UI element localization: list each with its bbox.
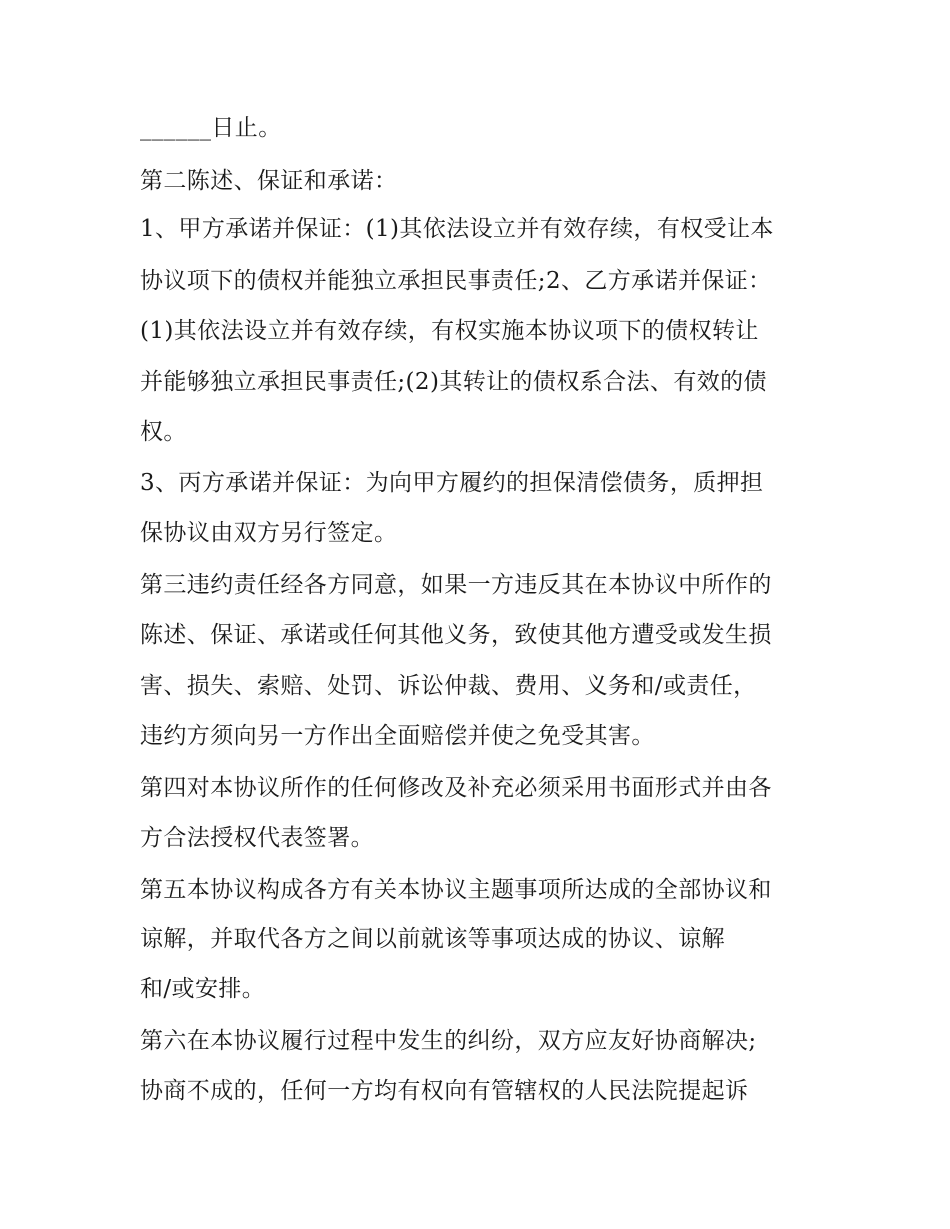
text-line: ______日止。 — [140, 115, 282, 141]
text-line: 协议项下的债权并能独立承担民事责任;2、乙方承诺并保证： — [140, 268, 772, 294]
text-line: 并能够独立承担民事责任;(2)其转让的债权系合法、有效的债 — [140, 369, 767, 395]
text-line: 权。 — [140, 419, 187, 445]
text-line: 保协议由双方另行签定。 — [140, 520, 398, 546]
text-line: 1、甲方承诺并保证：(1)其依法设立并有效存续，有权受让本 — [140, 216, 774, 242]
text-line: 第六在本协议履行过程中发生的纠纷，双方应友好协商解决; — [140, 1028, 757, 1054]
text-line: (1)其依法设立并有效存续，有权实施本协议项下的债权转让 — [140, 318, 759, 344]
text-line: 害、损失、索赔、处罚、诉讼仲裁、费用、义务和/或责任， — [140, 673, 757, 699]
text-line: 方合法授权代表签署。 — [140, 825, 374, 851]
text-line: 和/或安排。 — [140, 976, 266, 1002]
text-line: 第五本协议构成各方有关本协议主题事项所达成的全部协议和 — [140, 877, 772, 903]
text-line: 违约方须向另一方作出全面赔偿并使之免受其害。 — [140, 723, 655, 749]
text-line: 第四对本协议所作的任何修改及补充必须采用书面形式并由各 — [140, 775, 772, 801]
text-line: 陈述、保证、承诺或任何其他义务，致使其他方遭受或发生损 — [140, 622, 772, 648]
text-line: 第三违约责任经各方同意，如果一方违反其在本协议中所作的 — [140, 572, 772, 598]
text-line: 第二陈述、保证和承诺： — [140, 168, 398, 194]
text-line: 协商不成的，任何一方均有权向有管辖权的人民法院提起诉 — [140, 1078, 749, 1104]
text-line: 3、丙方承诺并保证：为向甲方履约的担保清偿债务，质押担 — [140, 470, 764, 496]
text-line: 谅解，并取代各方之间以前就该等事项达成的协议、谅解 — [140, 926, 725, 952]
